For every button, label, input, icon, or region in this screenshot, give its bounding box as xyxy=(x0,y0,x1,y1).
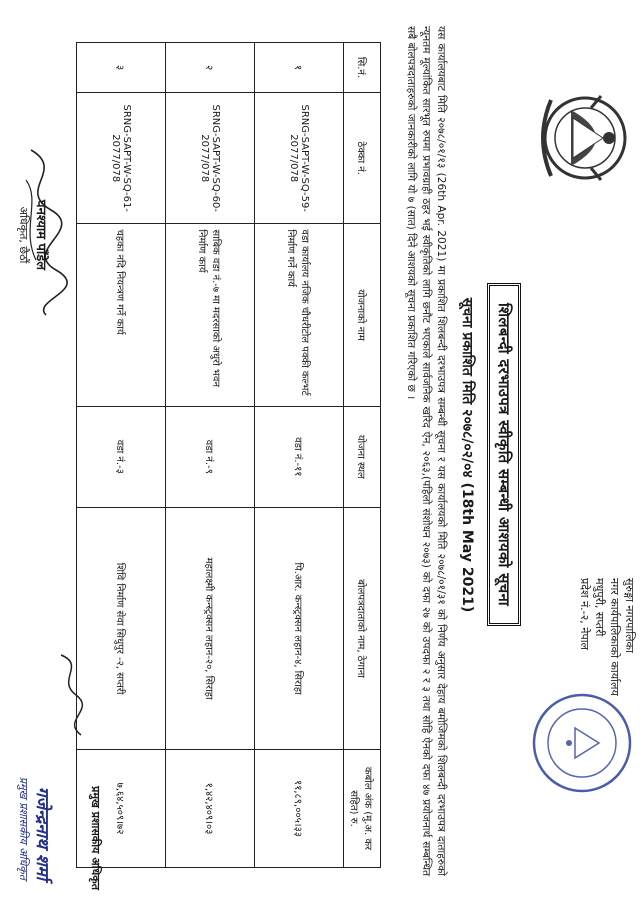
table-row xyxy=(255,43,344,868)
cell-project: चहका नदि नियन्त्रण गर्ने कार्य xyxy=(77,224,166,406)
office-line: नगर कार्यपालिकाको कार्यालय xyxy=(608,578,621,696)
bid-table xyxy=(76,42,381,868)
cell-amount: ११,८९,००५।३३ xyxy=(255,750,344,868)
notice-title: शिलबन्दी दरभाउपत्र स्वीकृति सम्बन्धी आशयको सूचना xyxy=(487,283,521,626)
table-row xyxy=(166,43,255,868)
cell-site: वडा नं.-३ xyxy=(77,406,166,508)
header-project: योजनाको नाम xyxy=(344,224,381,406)
table-header-row xyxy=(344,43,381,868)
cell-sn: ३ xyxy=(77,43,166,93)
signatory-right-role-top: प्रमुख प्रशासकीय अधिकृत xyxy=(89,786,102,890)
cell-project: वडा कार्यालय नजिक चौधरीटोल पक्की कल्भर्ट निर्माण गर्ने कार्य xyxy=(255,224,344,406)
office-line: प्रदेश नं.-२, नेपाल xyxy=(578,578,591,651)
cell-sn: २ xyxy=(166,43,255,93)
nepal-emblem-icon xyxy=(539,88,631,188)
cell-sn: १ xyxy=(255,43,344,93)
cell-bidder: महालक्ष्मी कन्स्ट्रक्सन लहान-२०, सिराहा xyxy=(166,508,255,750)
cell-amount: ७,६४,५०९।७२ xyxy=(77,750,166,868)
office-line: सुरुङ्गा नगरपालिका xyxy=(623,578,636,653)
signatory-right-role-bottom: प्रमुख प्रशासकीय अधिकृत xyxy=(17,776,30,880)
header-site: योजना स्थल xyxy=(344,406,381,508)
header-sn: सि.नं. xyxy=(344,43,381,93)
header-amount: कबोल अंक (मु.अ. कर सहित) रु. xyxy=(344,750,381,868)
cell-bidder: शिवि निर्माण सेवा सिधुपुर -२, सप्तरी xyxy=(77,508,166,750)
signatory-left-name: घनश्याम पाँडेल xyxy=(33,199,48,271)
cell-amount: १,४२,४०९।०३ xyxy=(166,750,255,868)
cell-contract: SRNG-SAPT-W-SQ-59-2077/078 xyxy=(255,93,344,224)
cell-project: साबिक वडा नं.-७ मा मदरसाको अधुरो भवन निर्माण कार्य xyxy=(166,224,255,406)
header-bidder: बोलपत्रदाताको नाम, ठेगाना xyxy=(344,508,381,750)
office-line: मधुपुरी, सप्तरी xyxy=(593,578,606,637)
cell-site: वडा नं.-९ xyxy=(166,406,255,508)
notice-paragraph: यस कार्यालयबाट मिति २०७८/०१/१३ (26th Apr. 2021) मा प्रकाशित शिलबन्दी दरभाउपत्र सम्बन्धी सूचना र यस कार्यालयको मिति २०७८/०१/३१ को निर्णय अनुसार देहाय बमोजिमको शिलबन्दी दरभाउपत्र दाताहरुको न्यूनतम मूल्यांकित सारभूत रुपमा प्रभावग्राही ठहर भई स्वीकृतिको लागि छनौट भएकाले सार्वजनिक खरिद ऐन, २०६३,(पहिलो संशोधन २०७३) को दफा २७ को उपदफा २ र ३ तथा सोहि ऐनको दफा ४७ प्रयोजनार्थ सम्बन्धित सबै बोलपत्रदाताहरुको जानकारीको लागि यो ७ (सात) दिने आशयको सूचना प्रकाशित गरिएको छ । xyxy=(405,26,447,876)
cell-contract: SRNG-SAPT-W-SQ-60-2077/078 xyxy=(166,93,255,224)
official-stamp-icon xyxy=(529,690,635,796)
cell-bidder: पि.आर. कन्स्ट्रक्सन लहान-४, सिराहा xyxy=(255,508,344,750)
notice-subtitle: सूचना प्रकाशित मिति २०७८/०२/०४ (18th May 2021) xyxy=(459,297,475,613)
signatory-left-role: अधिकृत, छैठौं xyxy=(17,206,30,264)
cell-site: वडा नं.-११ xyxy=(255,406,344,508)
signature-scribble-right-icon xyxy=(51,650,91,740)
cell-contract: SRNG-SAPT-W-SQ-61-2077/078 xyxy=(77,93,166,224)
header-contract: ठेक्का नं. xyxy=(344,93,381,224)
signatory-right-name: गजेन्द्रनाथ शर्मा xyxy=(32,786,52,880)
